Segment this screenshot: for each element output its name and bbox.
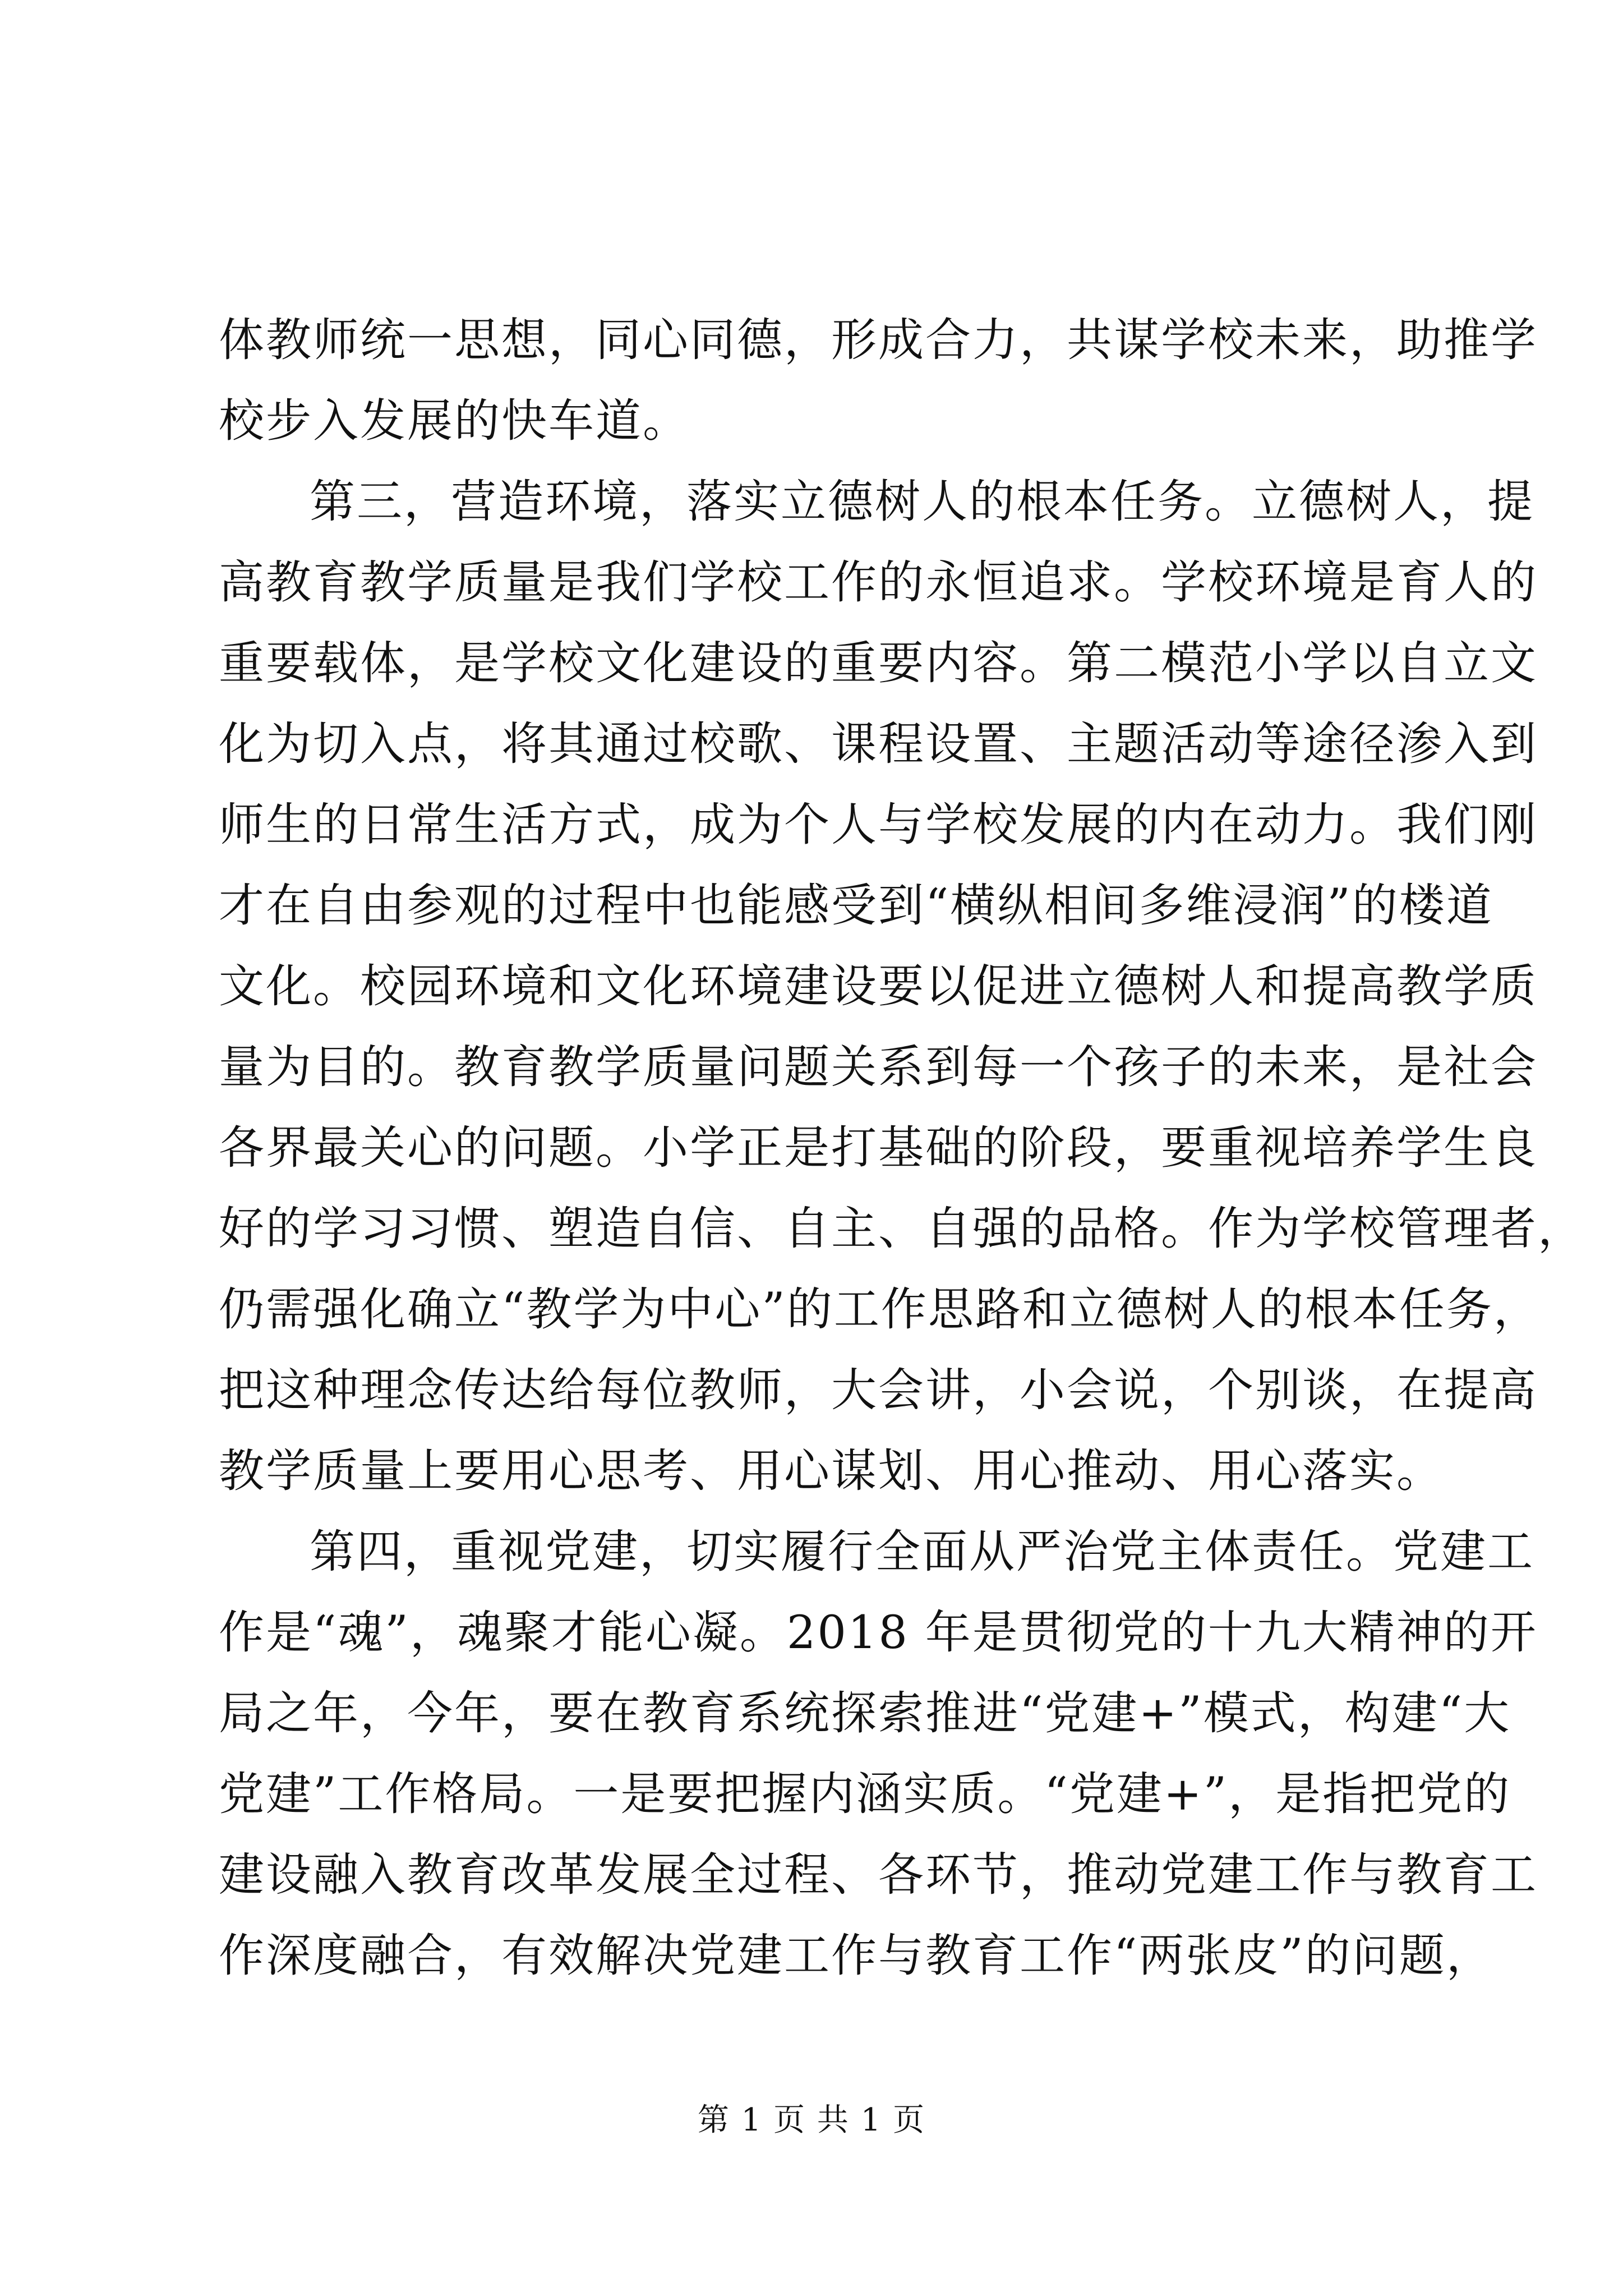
paragraph-start-line: 第四，重视党建，切实履行全面从严治党主体责任。党建工 [310,1526,1535,1579]
text-line: 教学质量上要用心思考、用心谋划、用心推动、用心落实。 [219,1445,1444,1498]
text-line: 把这种理念传达给每位教师，大会讲，小会说，个别谈，在提高 [219,1364,1538,1417]
page-footer [0,2101,1623,2140]
text-line: 各界最关心的问题。小学正是打基础的阶段，要重视培养学生良 [219,1122,1538,1175]
text-line: 化为切入点，将其通过校歌、课程设置、主题活动等途径渗入到 [219,718,1538,771]
text-line: 作是“魂”，魂聚才能心凝。2018 年是贯彻党的十九大精神的开 [219,1607,1538,1659]
text-line: 体教师统一思想，同心同德，形成合力，共谋学校未来，助推学 [219,314,1538,367]
document-body [219,300,1585,1996]
text-line: 党建”工作格局。一是要把握内涵实质。“党建+”，是指把党的 [219,1768,1511,1821]
text-line: 建设融入教育改革发展全过程、各环节，推动党建工作与教育工 [219,1849,1538,1902]
text-line: 才在自由参观的过程中也能感受到“横纵相间多维浸润”的楼道 [219,880,1493,932]
text-line: 师生的日常生活方式，成为个人与学校发展的内在动力。我们刚 [219,799,1538,852]
text-line: 作深度融合，有效解决党建工作与教育工作“两张皮”的问题， [219,1930,1493,1982]
text-line: 量为目的。教育教学质量问题关系到每一个孩子的未来，是社会 [219,1041,1538,1094]
text-line: 好的学习习惯、塑造自信、自主、自强的品格。作为学校管理者， [219,1203,1585,1255]
text-line: 文化。校园环境和文化环境建设要以促进立德树人和提高教学质 [219,960,1538,1013]
text-line: 高教育教学质量是我们学校工作的永恒追求。学校环境是育人的 [219,556,1538,609]
page-number-label: 第 1 页 共 1 页 [697,2102,926,2138]
text-line: 仍需强化确立“教学为中心”的工作思路和立德树人的根本任务， [219,1283,1541,1336]
text-line: 重要载体，是学校文化建设的重要内容。第二模范小学以自立文 [219,637,1538,690]
text-line: 校步入发展的快车道。 [219,395,690,448]
paragraph-start-line: 第三，营造环境，落实立德树人的根本任务。立德树人，提 [310,476,1535,528]
text-line: 局之年，今年，要在教育系统探索推进“党建+”模式，构建“大 [219,1687,1511,1740]
